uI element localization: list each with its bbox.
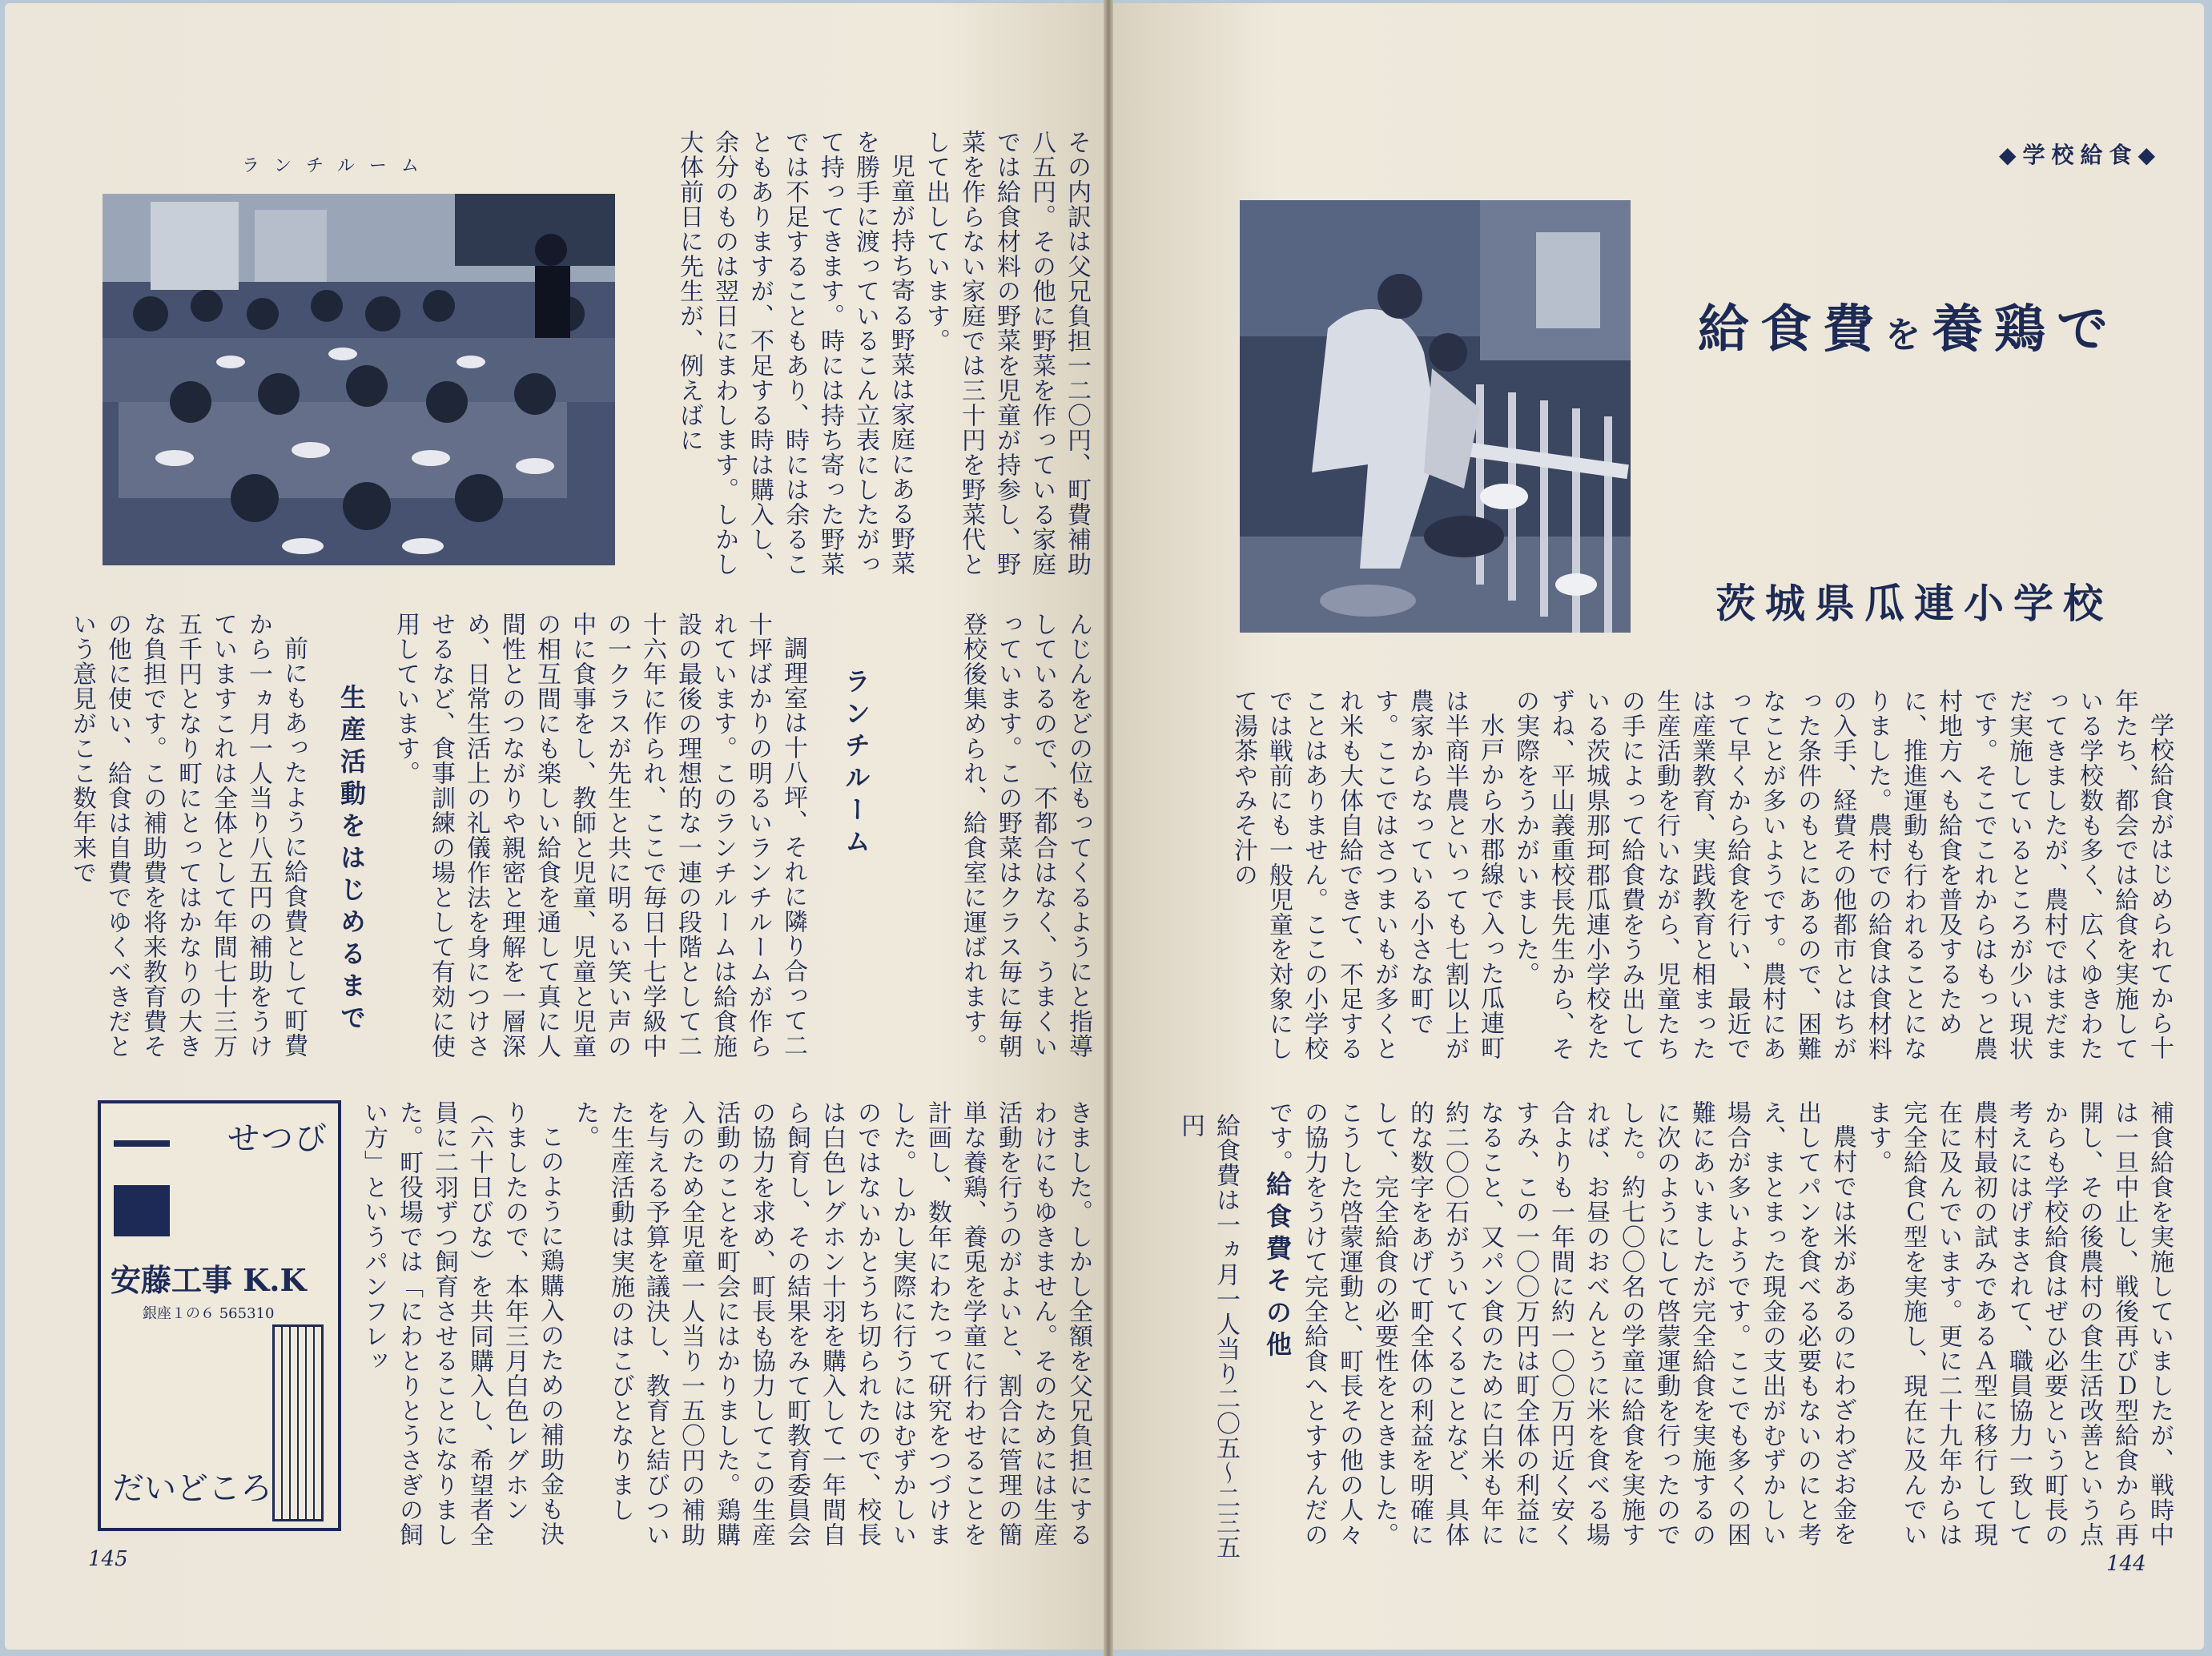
heading-lunchroom: ランチルーム <box>841 668 871 860</box>
paragraph: んじんをどの位もってくるようにと指導しているので、不都合はなく、うまくいっています。この野菜はクラス毎に毎朝登校後集められ、給食室に運ばれます。 <box>959 612 1092 1059</box>
title-main: 給食費 <box>1698 299 1885 360</box>
paragraph: 補食給食を実施していましたが、戦時中は一旦中止し、戦後再びＤ型給食から再開し、その後農村の食生活改善という点からも学校給食はぜひ必要という町長の考えにはげまされて、職員協力一致して農村最初の試みであるＡ型に移行して現在に及んでいます。更に二十九年からは完全給食Ｃ型を実施し、現在に及んでいます。 <box>1864 1100 2174 1547</box>
title-particle: で <box>2057 299 2119 360</box>
heading-production: 生産活動をはじめるまで <box>336 684 367 1036</box>
lunchroom-text <box>392 612 810 1060</box>
lunchroom-photo <box>103 194 615 565</box>
production-text <box>68 612 311 1060</box>
paragraph: 調理室は十八坪、それに隣り合って二十坪ばかりの明るいランチルームが作られています。このランチルームは給食施設の最後の理想的な一連の段階として二十六年に作られ、ここで毎日十七学級中の一クラスが先生と共に明るい笑い声の中に食事をし、教師と児童、児童と児童の相互間にも楽しい給食を通して真に人間性とのつながりや親密と理解を一層深め、日常生活上の礼儀作法を身につけさせるなど、食事訓練の場として有効に使用しています。 <box>392 612 807 1059</box>
left-bottom-text <box>349 1100 1096 1549</box>
right-page <box>1113 3 2204 1650</box>
ad-tag: せつび <box>227 1120 328 1157</box>
page-number: 144 <box>2106 1552 2146 1576</box>
left-page <box>5 3 1104 1650</box>
paragraph: 農村では米があるのにわざわざお金を出してパンを食べる必要もないのにと考え、まとまった現金の支出がむずかしい場合が多いようです。ここでも多くの困難にあいましたが完全給食を実施するのに次のようにして啓蒙運動を行ったのでした。約七〇〇名の学童に給食を実施すれば、お昼のおべんとうに米を食べる場合よりも一年間に約一〇〇万円近く安くすみ、この一〇〇万円は町全体の利益になること、又パン食のために白米も年に約二〇〇石がういてくることなど、具体的な数字をあげて町全体の利益を明確にして、完全給食の必要性をときました。こうした啓蒙運動と、町長その他の人々の協力をうけて完全給食へとすすんだのです。 <box>1265 1100 1856 1547</box>
title-particle: を <box>1885 315 1932 356</box>
paragraph: 給食費は一ヵ月一人当り二〇五〜二三五円 <box>1176 1113 1240 1560</box>
cost-text <box>1176 1113 1243 1562</box>
left-top-text <box>637 130 1094 578</box>
ad-address: 銀座１の６ 565310 <box>143 1305 275 1322</box>
chicken-coop-photo <box>1240 200 1631 633</box>
chicken-coop-photo-image <box>1240 200 1631 633</box>
left-mid-text <box>886 612 1096 1060</box>
heading-cost: 給食費その他 <box>1262 1171 1293 1363</box>
advertisement <box>98 1100 341 1531</box>
article-title <box>1698 288 2119 362</box>
paragraph: 前にもあったように給食費として町費から一ヵ月一人当り八五円の補助をうけていますこれは全体として年間七十三万五千円となり町にとってはかなりの大きな負担です。この補助費を将来教育費その他に使い、給食は自費でゆくべきだという意見がここ数年来で <box>68 612 308 1059</box>
paragraph: このように鶏購入のための補助金も決りましたので、本年三月白色レグホン（六十日びな）を共同購入し、希望者全員に二羽ずつ飼育させることになりました。町役場では「にわとりとうさぎの飼い方」というパンフレッ <box>360 1100 564 1547</box>
striped-cloth-illustration <box>272 1324 324 1521</box>
right-top-text <box>1200 689 2177 1062</box>
page-number: 145 <box>88 1547 128 1571</box>
paragraph: きました。しかし全額を父兄負担にするわけにもゆきません。そのためには生産活動を行うのがよいと、割合に管理の簡単な養鶏、養兎を学童に行わせることを計画し、数年にわたって研究をつづけました。しかし実際に行うにはむずかしいのではないかとうち切られたので、校長は白色レグホン十羽を購入して一年間自ら飼育し、その結果をみて町教育委員会の協力を求め、町長も協力してこの生産活動のことを町会にはかりました。鶏購入のため全児童一人当り一五〇円の補助を与える予算を議決し、教育と結びついた生産活動は実施のはこびとなりました。 <box>571 1100 1092 1547</box>
paragraph: その内訳は父兄負担一二〇円、町費補助八五円。その他に野菜を作っている家庭では給食材料の野菜を児童が持参し、野菜を作らない家庭では三十円を野菜代として出しています。 <box>922 130 1091 577</box>
paragraph: 学校給食がはじめられてから十年たち、都会では給食を実施している学校数も多く、広くゆきわたってきましたが、農村ではまだまだ実施しているところが少い現状です。そこでこれからはもっと農村地方へも給食を普及するために、推進運動も行われることになりました。農村での給食は食材料の入手、経費その他都市とはちがった条件のもとにあるので、困難なことが多いようです。農村にあって早くから給食を行い、最近では産業教育、実践教育と相まった生産活動を行いながら、児童たちの手によって給食費をうみ出している茨城県那珂郡瓜連小学校をたずね、平山義重校長先生から、その実際をうかがいました。 <box>1511 689 2174 1061</box>
towel-illustration <box>114 1108 170 1236</box>
photo-caption: ランチルーム <box>242 156 433 176</box>
title-mid: 養鶏 <box>1932 299 2057 360</box>
article-subtitle: 茨城県瓜連小学校 <box>1715 580 2113 627</box>
ad-tagline: だいどころ <box>112 1470 272 1507</box>
lunchroom-photo-image <box>103 194 615 565</box>
section-tag: ◆学校給食◆ <box>1999 142 2162 168</box>
paragraph: 児童が持ち寄る野菜は家庭にある野菜を勝手に渡っているこん立表にしたがって持ってきます。時には持ち寄った野菜では不足することもあり、時には余ることもありますが、不足する時は購入し、余分のものは翌日にまわします。しかし大体前日に先生が、例えばに <box>675 130 915 577</box>
ad-company: 安藤工事 K.K <box>111 1262 307 1298</box>
book-gutter <box>1104 0 1113 1656</box>
paragraph: 水戸から水郡線で入った瓜連町は半商半農といっても七割以上が農家からなっている小さな町です。ここではさつまいもが多くとれ米も大体自給できて、不足することはありません。ここの小学校では戦前にも一般児童を対象にして湯茶やみそ汁の <box>1229 689 1504 1061</box>
